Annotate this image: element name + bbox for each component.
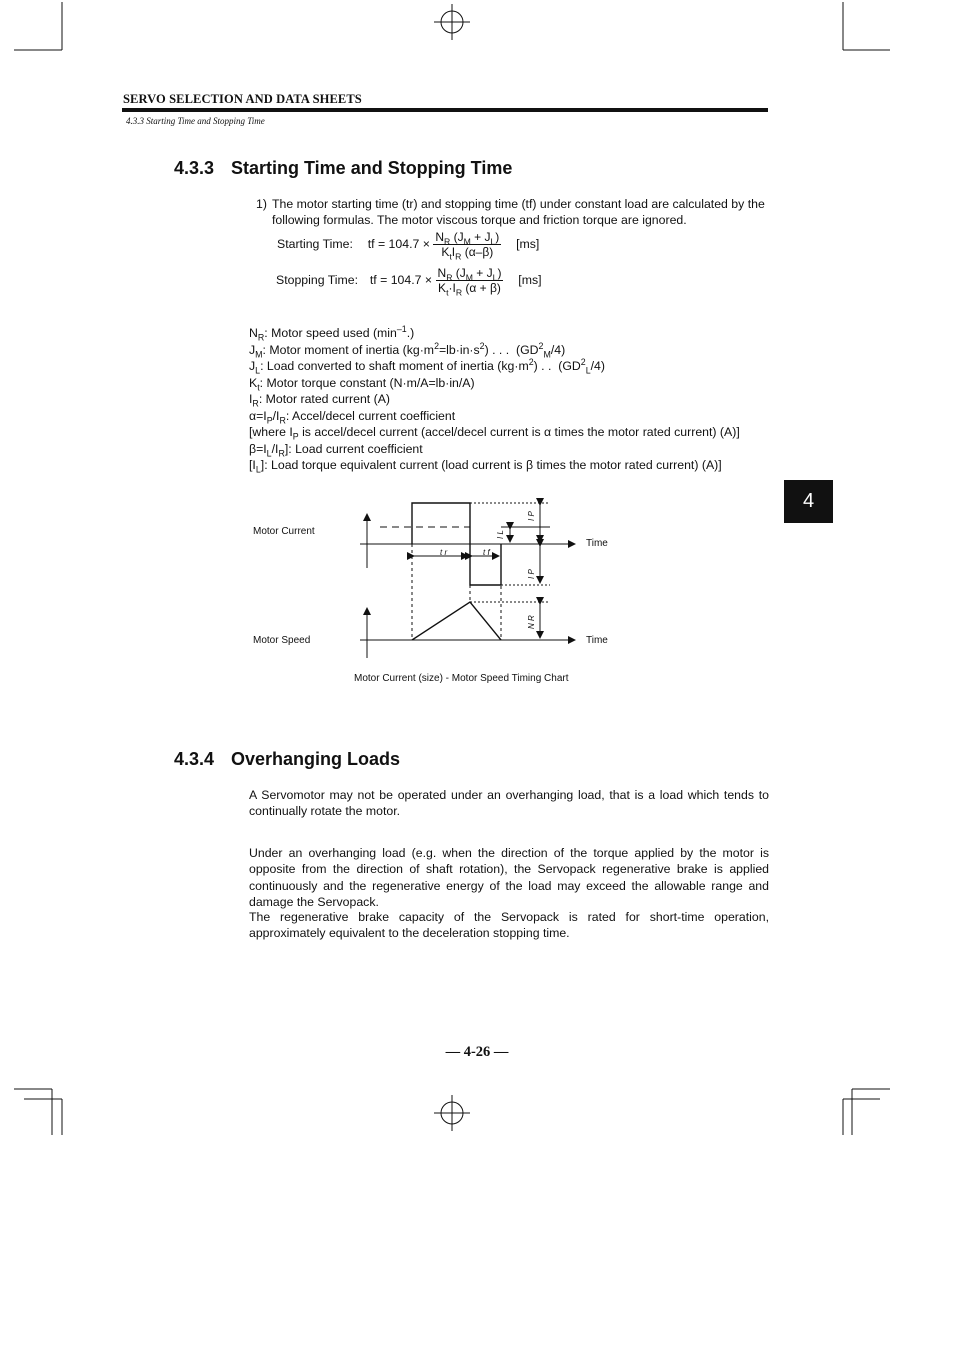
chapter-tab: 4 [784, 480, 833, 523]
speed-waveform [412, 602, 501, 640]
header-rule [122, 108, 768, 112]
section-heading-433 [174, 158, 512, 179]
def-jm: $J_M$: Motor moment of inertia $(kg\cdot m^2=lb\cdot in\cdot s^2)$ . . . $(GD^2_M/4)$ [249, 340, 566, 359]
ip-label-bottom: I P [527, 569, 536, 579]
def-alpha: $\alpha=I_P/I_R$: Accel/decel current coefficient [249, 408, 456, 425]
paragraph-3: The regenerative brake capacity of the Servopack is rated for short-time operation, approximately equivalent to the deceleration stopping time. [249, 910, 769, 941]
formula-lhs: tf = 104.7 × [367, 236, 430, 251]
def-beta: $\beta=I_L/I_R$]: Load current coefficient [249, 441, 423, 458]
def-nr: $N_R$: Motor speed used $(\min^{-1}.)$ [249, 323, 415, 343]
chart-caption: Motor Current (size) - Motor Speed Timing Chart [354, 673, 569, 684]
ip-label-top: I P [527, 511, 536, 521]
starting-fraction: $\frac{N_R (J_M + J_L)}{K_tI_R (\alpha-\beta)}$ [435, 230, 500, 262]
timing-chart [0, 490, 954, 690]
def-jl: $J_L$: Load converted to shaft moment of inertia $(kg\cdot m^2)$ . . $(GD^2_L/4)$ [249, 356, 605, 376]
def-kt: $K_t$: Motor torque constant (N·m/A=lb·in/A) [249, 375, 475, 392]
def-il: $[I_L]$: Load torque equivalent current (load current is β times the motor rated current) (A)] [249, 458, 722, 475]
formula-lhs: tf = 104.7 × [369, 272, 433, 287]
motor-current-label: Motor Current [253, 526, 315, 537]
il-label: I L [496, 530, 505, 539]
paragraph-1: A Servomotor may not be operated under an overhanging load, that is a load which tends to continually rotate the motor. [249, 788, 769, 819]
starting-label: Starting Time: [277, 236, 353, 251]
running-subtitle: 4.3.3 Starting Time and Stopping Time [126, 116, 265, 126]
def-ir: $I_R$: Motor rated current (A) [249, 392, 391, 409]
stopping-label: Stopping Time: [276, 272, 359, 287]
starting-time-formula [277, 230, 540, 262]
section-heading-434 [174, 749, 400, 770]
paragraph-2: Under an overhanging load (e.g. when the direction of the torque applied by the motor is opposite from the direction of shaft rotation), the Servopack regenerative brake is applied continuously and the regenerative energy of the load may exceed the allowable range and damage the Servopack. [249, 846, 769, 909]
time-axis-label-speed: Time [586, 635, 608, 646]
section-number: 4.3.4 [174, 749, 215, 769]
tr-label: t r [440, 548, 448, 557]
item-number: 1) [256, 197, 267, 211]
def-where: [where $I_P$ is accel/decel current (accel/decel current is α times the motor rated current) (A)] [249, 425, 740, 442]
section-title: Starting Time and Stopping Time [231, 158, 513, 178]
symbol-definitions [249, 325, 779, 474]
stopping-fraction: $\frac{N_R (J_M + J_L)}{K_t\cdot I_R (\alpha + \beta)}$ [437, 266, 502, 298]
running-title: SERVO SELECTION AND DATA SHEETS [123, 92, 362, 106]
unit: [ms] [516, 236, 540, 251]
page-number: — 4-26 — [445, 1044, 509, 1060]
list-item [256, 196, 772, 229]
stopping-time-formula [276, 266, 542, 298]
tf-label: t f [483, 548, 490, 557]
nr-label: N R [527, 615, 536, 629]
time-axis-label: Time [586, 538, 608, 549]
motor-speed-label: Motor Speed [253, 635, 311, 646]
unit: [ms] [518, 272, 542, 287]
section-number: 4.3.3 [174, 158, 215, 178]
section-title: Overhanging Loads [231, 749, 401, 769]
item-text: The motor starting time (tr) and stopping time (tf) under constant load are calculated by the following formulas. The motor viscous torque and friction torque are ignored. [272, 197, 765, 228]
